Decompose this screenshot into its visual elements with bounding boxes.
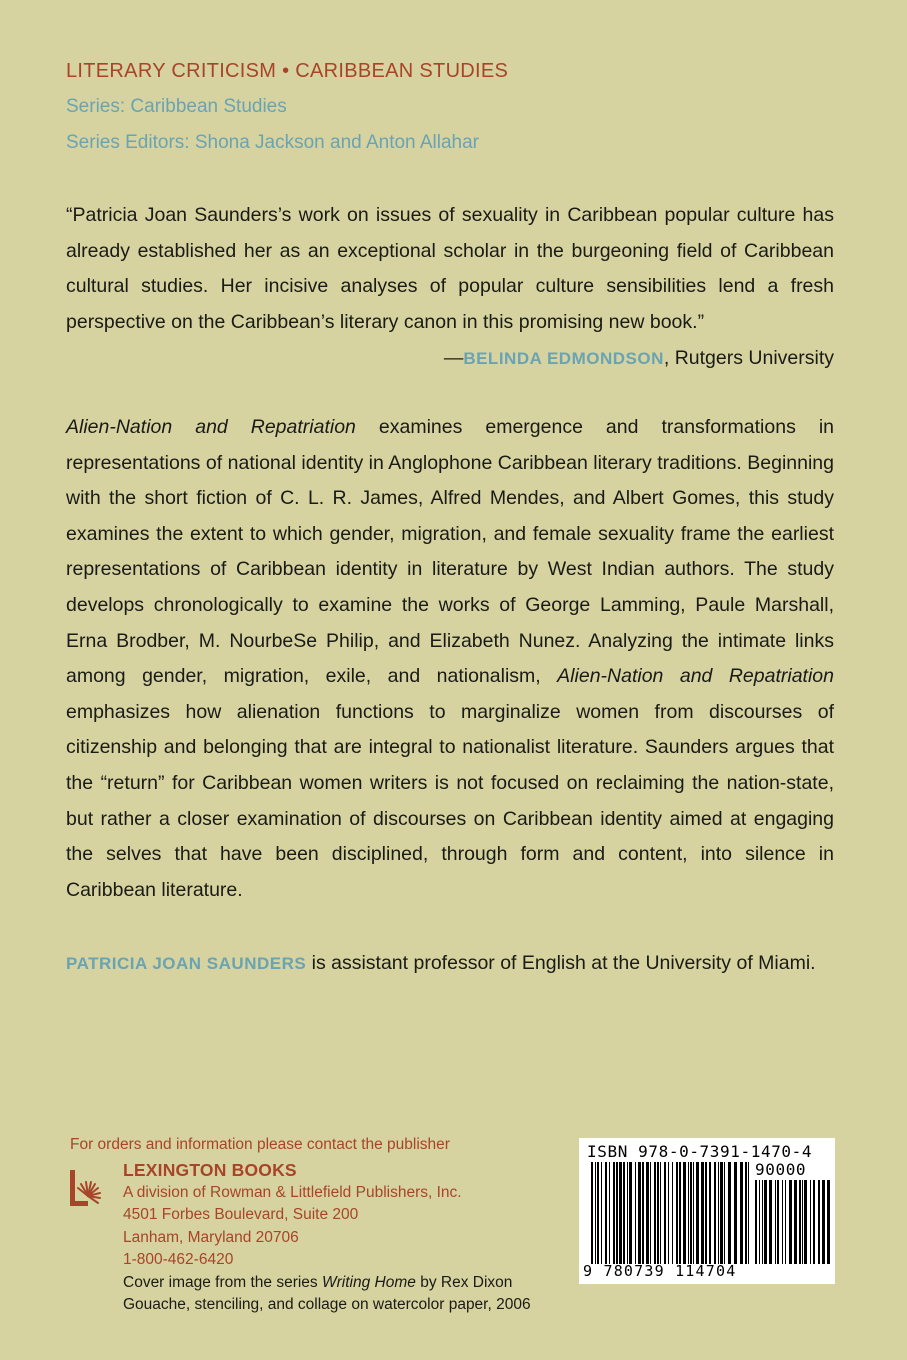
price-code: 90000 — [755, 1160, 807, 1179]
cover-credit-prefix: Cover image from the series — [123, 1273, 322, 1291]
barcode-bar — [818, 1180, 820, 1264]
barcode-bar — [804, 1180, 807, 1264]
barcode-bar — [799, 1180, 801, 1264]
publisher-address-line2: Lanham, Maryland 20706 — [123, 1228, 299, 1246]
book-title-repeat: Alien-Nation and Repatriation — [557, 665, 834, 688]
author-bio-text: is assistant professor of English at the University of Miami. — [306, 952, 816, 974]
barcode-bar — [794, 1180, 797, 1264]
barcode-bar — [759, 1180, 760, 1264]
description-part2: emphasizes how alienation functions to marginalize women from discourses of citizenship and belonging that are integral to nationalist literature. Saunders argues that the “return” for Caribbean women writers is not focused on reclaiming the nation-state, but rather a closer examination of discourses on Caribbean identity aimed at engaging the selves that have been disciplined, through form and content, into silence in Caribbean literature. — [66, 700, 834, 901]
barcode-bar — [764, 1180, 767, 1264]
barcode-bar — [728, 1162, 731, 1264]
barcode-bar — [789, 1180, 792, 1264]
barcode-bar — [623, 1162, 625, 1264]
barcode-bar — [701, 1162, 704, 1264]
barcode-bar — [734, 1162, 737, 1264]
ean-barcode-bars — [591, 1162, 751, 1264]
barcode-bar — [650, 1162, 651, 1264]
endorsement-quote — [66, 198, 834, 377]
barcode-bar — [619, 1162, 622, 1264]
category-label: LITERARY CRITICISM • CARIBBEAN STUDIES — [66, 60, 509, 82]
barcode-bar — [827, 1180, 830, 1264]
barcode-bar — [720, 1162, 723, 1264]
barcode-bar — [785, 1180, 786, 1264]
cover-credit-line1 — [123, 1272, 570, 1294]
cover-credit-series: Writing Home — [322, 1273, 416, 1291]
barcode-bar — [693, 1162, 694, 1264]
isbn-barcode — [579, 1138, 835, 1284]
barcode-bar — [755, 1180, 757, 1264]
publisher-details — [123, 1158, 570, 1272]
attribution-name: BELINDA EDMONDSON — [463, 348, 664, 368]
book-description — [66, 410, 834, 908]
barcode-bar — [629, 1162, 632, 1264]
addon-barcode-bars — [755, 1180, 831, 1264]
barcode-bar — [635, 1162, 636, 1264]
ean-number: 9 780739 114704 — [583, 1262, 737, 1280]
cover-credit-suffix: by Rex Dixon — [415, 1273, 513, 1291]
barcode-bar — [724, 1162, 725, 1264]
barcode-bar — [777, 1180, 779, 1264]
publisher-phone: 1-800-462-6420 — [123, 1251, 234, 1269]
barcode-bar — [822, 1180, 825, 1264]
barcode-bar — [688, 1162, 689, 1264]
author-bio — [66, 946, 834, 981]
barcode-bar — [591, 1162, 593, 1264]
barcode-bar — [709, 1162, 711, 1264]
barcode-bar — [646, 1162, 649, 1264]
publisher-logo-icon — [70, 1162, 116, 1208]
barcode-bar — [769, 1180, 772, 1264]
barcode-bar — [775, 1180, 776, 1264]
barcode-bar — [810, 1180, 811, 1264]
barcode-bar — [654, 1162, 656, 1264]
publisher-address-line1: 4501 Forbes Boulevard, Suite 200 — [123, 1206, 359, 1224]
isbn-number: ISBN 978-0-7391-1470-4 — [587, 1142, 813, 1161]
barcode-bar — [597, 1162, 599, 1264]
barcode-bar — [672, 1162, 673, 1264]
barcode-bar — [664, 1162, 666, 1264]
description-part1: examines emergence and transformations in representations of national identity in Anglophone Caribbean literary traditions. Beginning with the short fiction of C. L. R. James, Alfred Mendes, and Albert Gomes, this study examines the extent to which gender, migration, and female sexuality frame the earliest representations of Caribbean identity in literature by West Indian authors. The study develops chronologically to examine the works of George Lamming, Paule Marshall, Erna Brodber, M. NourbeSe Philip, and Elizabeth Nunez. Analyzing the intimate links among gender, migration, exile, and nationalism, — [66, 416, 834, 688]
barcode-bar — [627, 1162, 628, 1264]
barcode-bar — [638, 1162, 641, 1264]
barcode-bar — [762, 1180, 763, 1264]
barcode-bar — [605, 1162, 607, 1264]
barcode-bar — [668, 1162, 669, 1264]
barcode-bar — [748, 1162, 749, 1264]
header — [66, 58, 508, 156]
barcode-bar — [642, 1162, 644, 1264]
cover-credit-medium: Gouache, stenciling, and collage on watercolor paper, 2006 — [123, 1296, 531, 1314]
attribution-affiliation: , Rutgers University — [663, 346, 834, 369]
publisher-info — [70, 1134, 570, 1316]
author-name: PATRICIA JOAN SAUNDERS — [66, 954, 307, 973]
orders-note: For orders and information please contact the publisher — [70, 1136, 450, 1153]
barcode-bar — [740, 1162, 743, 1264]
barcode-bar — [802, 1180, 803, 1264]
publisher-block — [70, 1158, 570, 1272]
barcode-bar — [705, 1162, 707, 1264]
barcode-bar — [613, 1162, 615, 1264]
series-label: Series: Caribbean Studies — [66, 96, 287, 117]
barcode-bar — [690, 1162, 692, 1264]
barcode-bar — [782, 1180, 783, 1264]
barcode-bar — [696, 1162, 699, 1264]
quote-attribution — [66, 341, 834, 377]
barcode-bar — [683, 1162, 686, 1264]
book-title: Alien-Nation and Repatriation — [66, 416, 356, 438]
barcode-bar — [595, 1162, 596, 1264]
barcode-bar — [601, 1162, 602, 1264]
barcode-bar — [813, 1180, 815, 1264]
barcode-bar — [676, 1162, 678, 1264]
publisher-division: A division of Rowman & Littlefield Publishers, Inc. — [123, 1184, 462, 1201]
barcode-bar — [609, 1162, 610, 1264]
publisher-name: LEXINGTON BOOKS — [123, 1160, 297, 1180]
series-editors: Series Editors: Shona Jackson and Anton Allahar — [66, 132, 479, 153]
barcode-bar — [718, 1162, 719, 1264]
barcode-bar — [714, 1162, 716, 1264]
barcode-bar — [679, 1162, 681, 1264]
barcode-bar — [657, 1162, 659, 1264]
quote-text: “Patricia Joan Saunders’s work on issues of sexuality in Caribbean popular culture has already established her as an exceptional scholar in the burgeoning field of Caribbean cultural studies. Her incisive analyses of popular culture sensibilities lend a fresh perspective on the Caribbean’s literary canon in this promising new book.” — [66, 204, 834, 334]
attribution-dash: — — [443, 346, 464, 369]
barcode-bar — [616, 1162, 618, 1264]
barcode-bar — [745, 1162, 747, 1264]
barcode-bar — [660, 1162, 661, 1264]
